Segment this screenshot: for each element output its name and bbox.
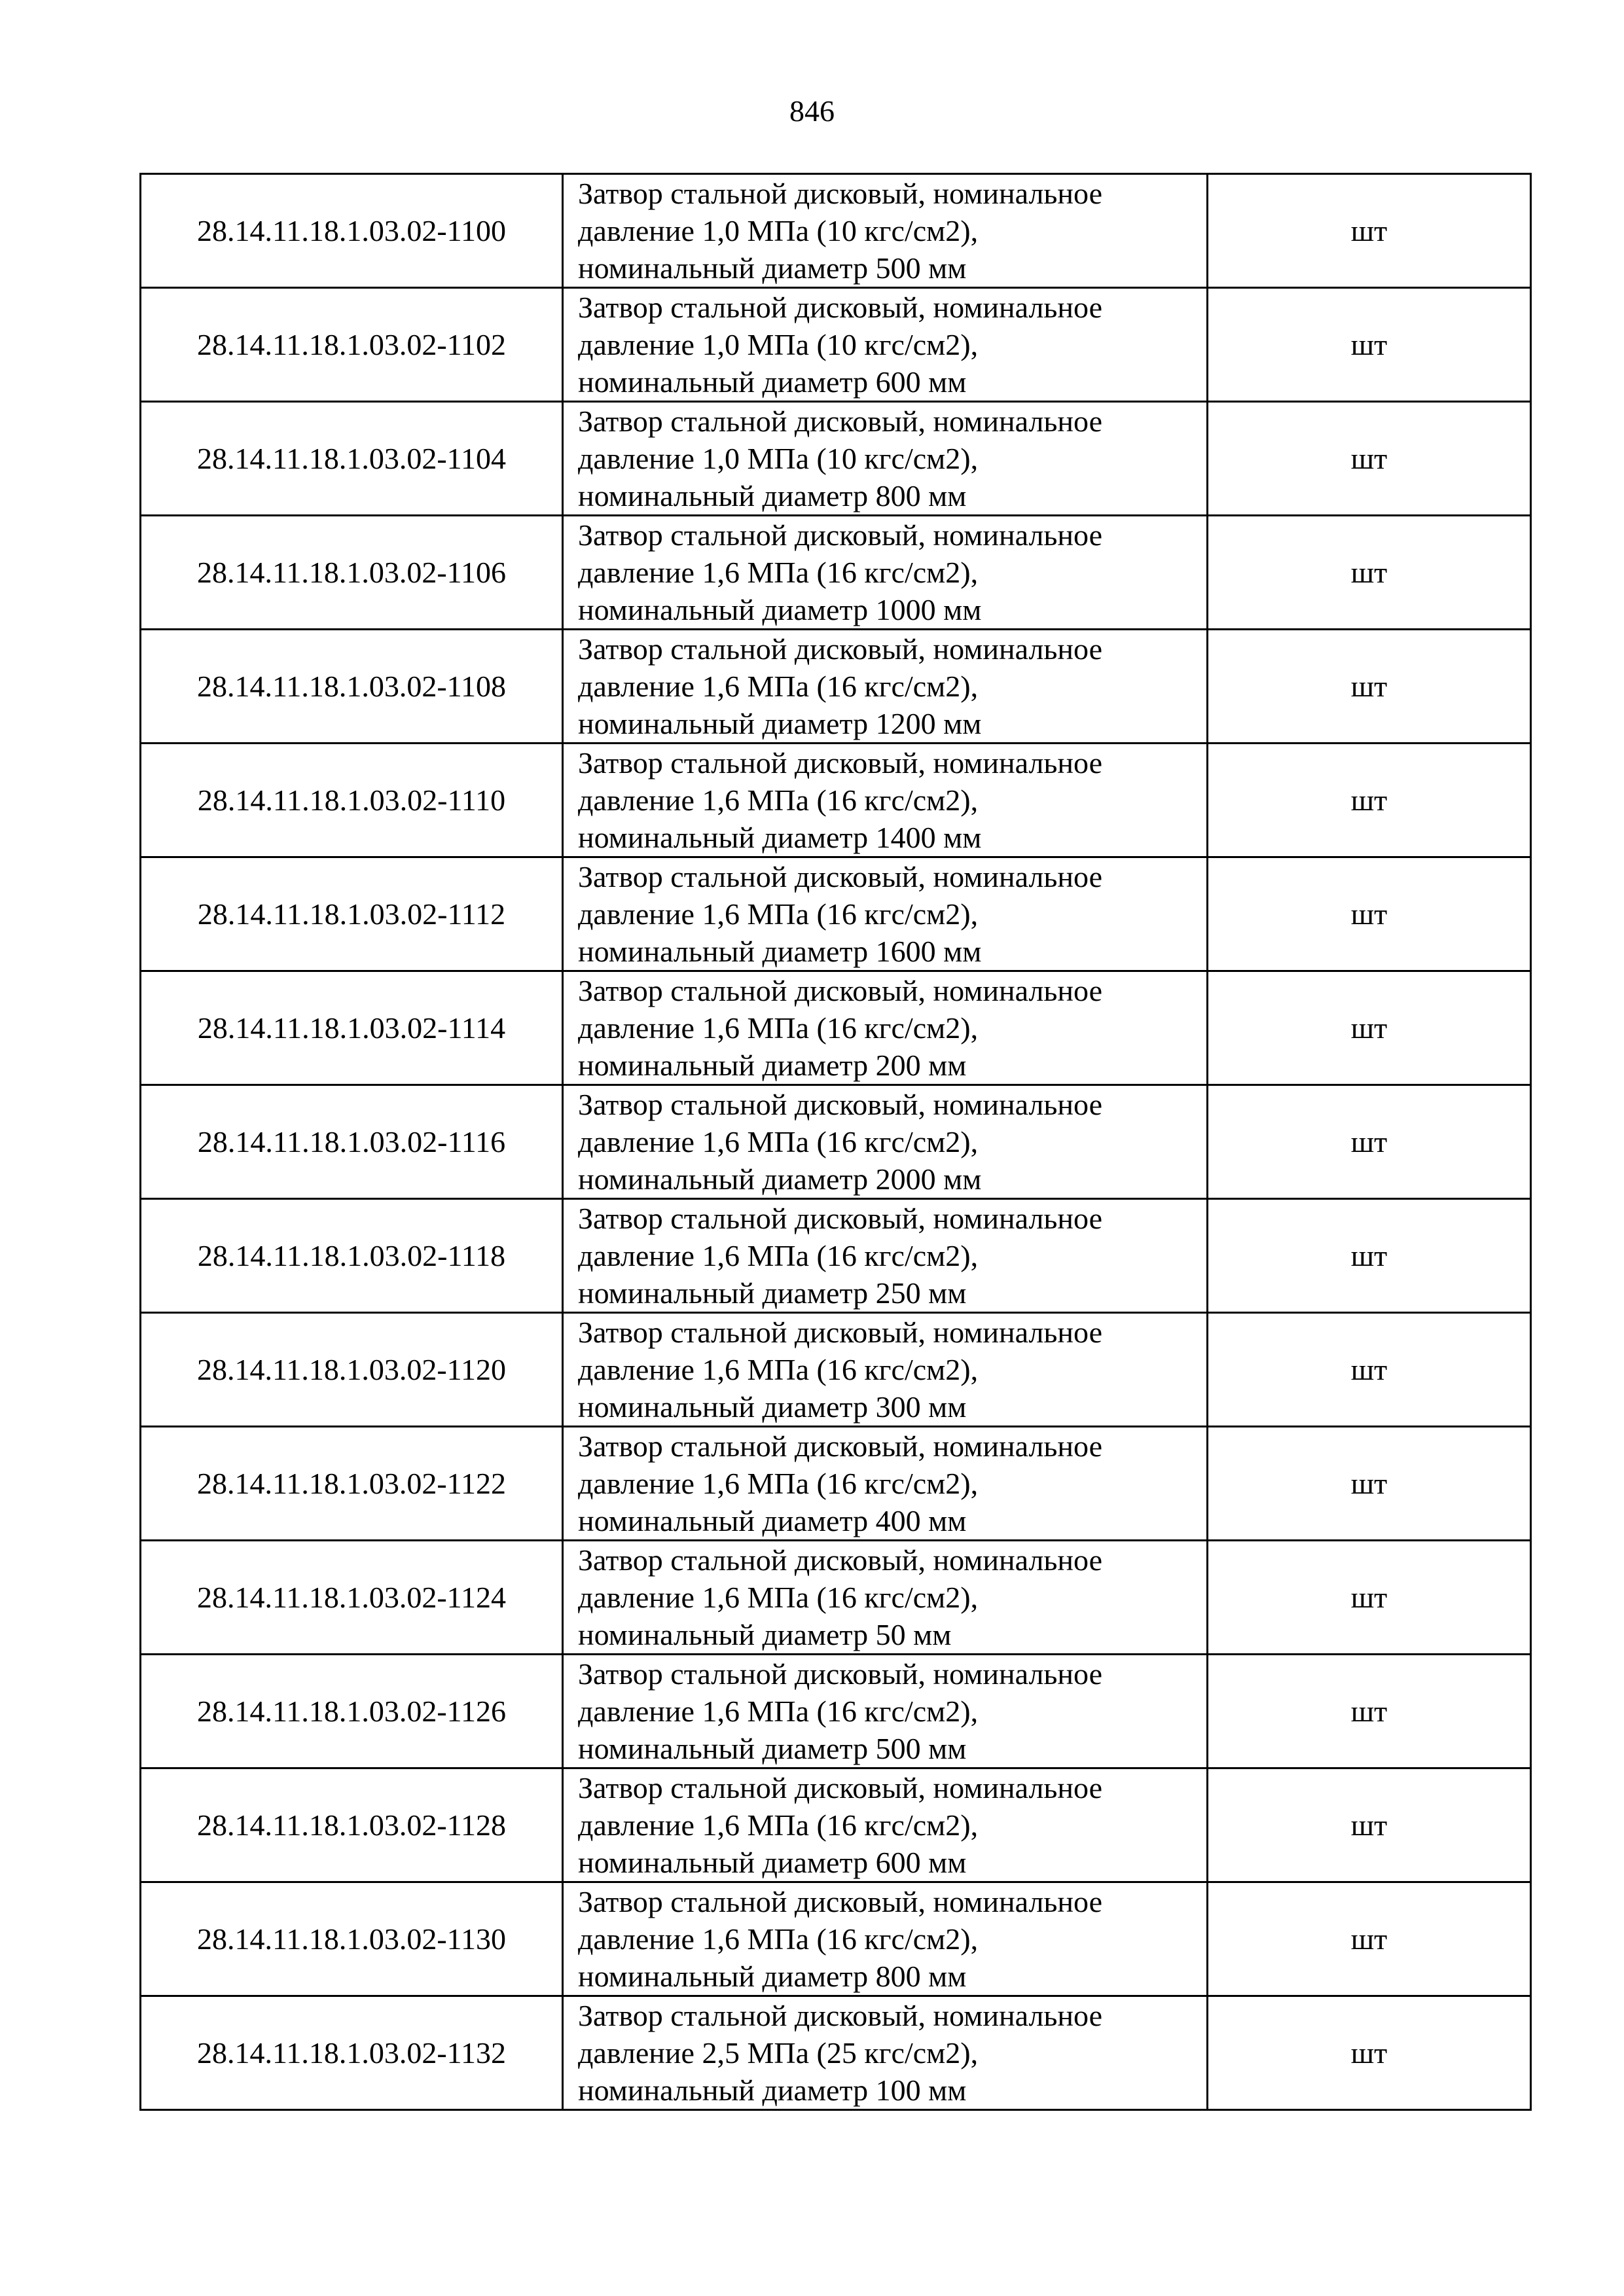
- table-row: [141, 1882, 1531, 1996]
- catalog-table: [139, 173, 1532, 2111]
- description-line: давление 2,5 МПа (25 кгс/см2),: [578, 2036, 979, 2070]
- description-line: номинальный диаметр 1600 мм: [578, 935, 982, 968]
- unit-cell: шт: [1208, 744, 1531, 857]
- resource-description-cell: [563, 288, 1208, 402]
- unit-cell: шт: [1208, 288, 1531, 402]
- description-line: номинальный диаметр 200 мм: [578, 1049, 967, 1082]
- table-row: [141, 1427, 1531, 1541]
- description-line: Затвор стальной дисковый, номинальное: [578, 1885, 1102, 1918]
- description-line: Затвор стальной дисковый, номинальное: [578, 860, 1102, 893]
- table-row: [141, 1313, 1531, 1427]
- description-line: давление 1,0 МПа (10 кгс/см2),: [578, 214, 979, 247]
- description-line: давление 1,6 МПа (16 кгс/см2),: [578, 1125, 979, 1158]
- table-row: [141, 1199, 1531, 1313]
- description-line: Затвор стальной дисковый, номинальное: [578, 177, 1102, 210]
- unit-cell: шт: [1208, 1996, 1531, 2110]
- description-line: номинальный диаметр 400 мм: [578, 1504, 967, 1537]
- table-row: [141, 516, 1531, 630]
- resource-description-cell: [563, 744, 1208, 857]
- description-line: Затвор стальной дисковый, номинальное: [578, 1543, 1102, 1577]
- description-line: давление 1,6 МПа (16 кгс/см2),: [578, 1011, 979, 1045]
- resource-code-cell: 28.14.11.18.1.03.02-1104: [141, 402, 563, 516]
- description-line: Затвор стальной дисковый, номинальное: [578, 1999, 1102, 2032]
- description-line: номинальный диаметр 600 мм: [578, 1846, 967, 1879]
- resource-code-cell: 28.14.11.18.1.03.02-1108: [141, 630, 563, 744]
- resource-code-cell: 28.14.11.18.1.03.02-1128: [141, 1768, 563, 1882]
- resource-description-cell: [563, 1085, 1208, 1199]
- resource-description-cell: [563, 971, 1208, 1085]
- page-number: 846: [789, 94, 835, 128]
- resource-code-cell: 28.14.11.18.1.03.02-1100: [141, 174, 563, 288]
- description-line: Затвор стальной дисковый, номинальное: [578, 291, 1102, 324]
- description-line: Затвор стальной дисковый, номинальное: [578, 746, 1102, 780]
- resource-description-cell: [563, 1313, 1208, 1427]
- unit-cell: шт: [1208, 516, 1531, 630]
- resource-description-cell: [563, 402, 1208, 516]
- table-row: [141, 971, 1531, 1085]
- unit-cell: шт: [1208, 857, 1531, 971]
- description-line: давление 1,0 МПа (10 кгс/см2),: [578, 328, 979, 361]
- description-line: давление 1,6 МПа (16 кгс/см2),: [578, 1808, 979, 1842]
- unit-cell: шт: [1208, 971, 1531, 1085]
- resource-description-cell: [563, 174, 1208, 288]
- resource-description-cell: [563, 857, 1208, 971]
- resource-code-cell: 28.14.11.18.1.03.02-1114: [141, 971, 563, 1085]
- description-line: номинальный диаметр 500 мм: [578, 1732, 967, 1765]
- description-line: Затвор стальной дисковый, номинальное: [578, 632, 1102, 666]
- description-line: давление 1,6 МПа (16 кгс/см2),: [578, 1922, 979, 1956]
- description-line: Затвор стальной дисковый, номинальное: [578, 1202, 1102, 1235]
- description-line: Затвор стальной дисковый, номинальное: [578, 1316, 1102, 1349]
- description-line: номинальный диаметр 800 мм: [578, 1960, 967, 1993]
- description-line: номинальный диаметр 1400 мм: [578, 821, 982, 854]
- description-line: давление 1,6 МПа (16 кгс/см2),: [578, 1695, 979, 1728]
- description-line: давление 1,0 МПа (10 кгс/см2),: [578, 442, 979, 475]
- description-line: Затвор стальной дисковый, номинальное: [578, 1771, 1102, 1804]
- description-line: Затвор стальной дисковый, номинальное: [578, 518, 1102, 552]
- unit-cell: шт: [1208, 630, 1531, 744]
- table-row: [141, 630, 1531, 744]
- table-row: [141, 744, 1531, 857]
- resource-code-cell: 28.14.11.18.1.03.02-1116: [141, 1085, 563, 1199]
- description-line: давление 1,6 МПа (16 кгс/см2),: [578, 897, 979, 931]
- table-row: [141, 857, 1531, 971]
- resource-code-cell: 28.14.11.18.1.03.02-1132: [141, 1996, 563, 2110]
- resource-description-cell: [563, 1768, 1208, 1882]
- description-line: номинальный диаметр 1200 мм: [578, 707, 982, 740]
- description-line: Затвор стальной дисковый, номинальное: [578, 1657, 1102, 1691]
- description-line: Затвор стальной дисковый, номинальное: [578, 1088, 1102, 1121]
- description-line: давление 1,6 МПа (16 кгс/см2),: [578, 1353, 979, 1386]
- unit-cell: шт: [1208, 402, 1531, 516]
- description-line: Затвор стальной дисковый, номинальное: [578, 974, 1102, 1007]
- description-line: номинальный диаметр 100 мм: [578, 2073, 967, 2107]
- table-row: [141, 1541, 1531, 1655]
- description-line: давление 1,6 МПа (16 кгс/см2),: [578, 1581, 979, 1614]
- description-line: давление 1,6 МПа (16 кгс/см2),: [578, 1239, 979, 1272]
- description-line: Затвор стальной дисковый, номинальное: [578, 1429, 1102, 1463]
- description-line: давление 1,6 МПа (16 кгс/см2),: [578, 670, 979, 703]
- resource-code-cell: 28.14.11.18.1.03.02-1130: [141, 1882, 563, 1996]
- unit-cell: шт: [1208, 1427, 1531, 1541]
- unit-cell: шт: [1208, 1541, 1531, 1655]
- resource-code-cell: 28.14.11.18.1.03.02-1112: [141, 857, 563, 971]
- table-row: [141, 1768, 1531, 1882]
- resource-code-cell: 28.14.11.18.1.03.02-1106: [141, 516, 563, 630]
- resource-description-cell: [563, 1655, 1208, 1768]
- resource-code-cell: 28.14.11.18.1.03.02-1120: [141, 1313, 563, 1427]
- table-row: [141, 1085, 1531, 1199]
- resource-description-cell: [563, 516, 1208, 630]
- resource-code-cell: 28.14.11.18.1.03.02-1122: [141, 1427, 563, 1541]
- description-line: давление 1,6 МПа (16 кгс/см2),: [578, 783, 979, 817]
- table-row: [141, 288, 1531, 402]
- description-line: номинальный диаметр 800 мм: [578, 479, 967, 512]
- resource-description-cell: [563, 1882, 1208, 1996]
- resource-description-cell: [563, 1996, 1208, 2110]
- resource-description-cell: [563, 1541, 1208, 1655]
- unit-cell: шт: [1208, 1313, 1531, 1427]
- unit-cell: шт: [1208, 1655, 1531, 1768]
- description-line: номинальный диаметр 600 мм: [578, 365, 967, 399]
- resource-code-cell: 28.14.11.18.1.03.02-1124: [141, 1541, 563, 1655]
- resource-code-cell: 28.14.11.18.1.03.02-1118: [141, 1199, 563, 1313]
- description-line: номинальный диаметр 500 мм: [578, 251, 967, 285]
- description-line: номинальный диаметр 2000 мм: [578, 1162, 982, 1196]
- description-line: номинальный диаметр 300 мм: [578, 1390, 967, 1424]
- description-line: Затвор стальной дисковый, номинальное: [578, 404, 1102, 438]
- description-line: давление 1,6 МПа (16 кгс/см2),: [578, 556, 979, 589]
- unit-cell: шт: [1208, 1768, 1531, 1882]
- resource-description-cell: [563, 1427, 1208, 1541]
- description-line: номинальный диаметр 250 мм: [578, 1276, 967, 1310]
- table-row: [141, 1996, 1531, 2110]
- resource-code-cell: 28.14.11.18.1.03.02-1110: [141, 744, 563, 857]
- unit-cell: шт: [1208, 1882, 1531, 1996]
- table-row: [141, 402, 1531, 516]
- resource-description-cell: [563, 630, 1208, 744]
- unit-cell: шт: [1208, 1085, 1531, 1199]
- resource-code-cell: 28.14.11.18.1.03.02-1126: [141, 1655, 563, 1768]
- resource-description-cell: [563, 1199, 1208, 1313]
- unit-cell: шт: [1208, 174, 1531, 288]
- table-row: [141, 1655, 1531, 1768]
- catalog-table-body: [141, 174, 1531, 2110]
- unit-cell: шт: [1208, 1199, 1531, 1313]
- table-row: [141, 174, 1531, 288]
- description-line: номинальный диаметр 50 мм: [578, 1618, 952, 1651]
- resource-code-cell: 28.14.11.18.1.03.02-1102: [141, 288, 563, 402]
- description-line: номинальный диаметр 1000 мм: [578, 593, 982, 626]
- description-line: давление 1,6 МПа (16 кгс/см2),: [578, 1467, 979, 1500]
